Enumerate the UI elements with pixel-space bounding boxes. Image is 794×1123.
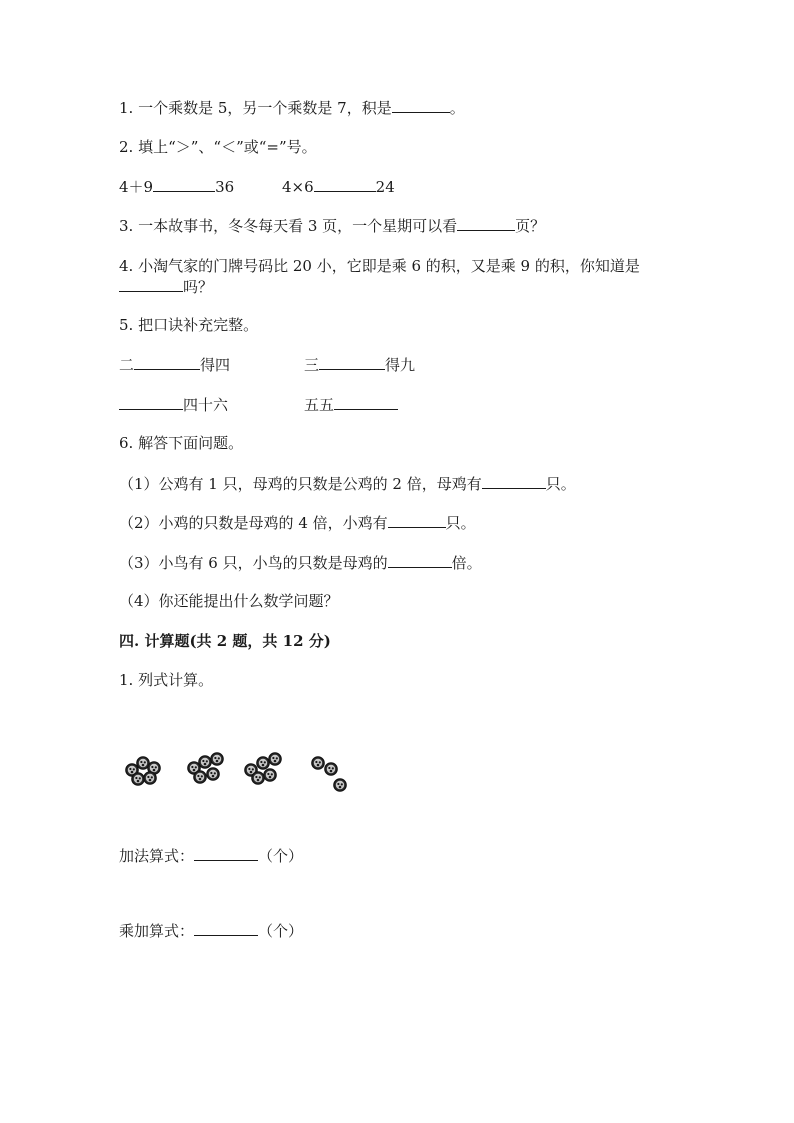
ball-group-3 <box>245 753 281 784</box>
compare-blank-a[interactable] <box>153 176 215 192</box>
rhyme-row-1b: 三 得九 <box>304 356 416 374</box>
addition-blank[interactable] <box>194 845 258 861</box>
addition-expression: 加法算式： （个） <box>119 847 304 865</box>
answer-blank[interactable] <box>119 276 183 292</box>
rhyme-row-2b: 五五 <box>304 394 398 415</box>
question-5-title: 5. 把口诀补充完整。 <box>119 316 259 334</box>
rhyme-blank[interactable] <box>119 394 183 410</box>
compare-blank-b[interactable] <box>314 176 376 192</box>
question-4-line1: 4. 小淘气家的门牌号码比 20 小，它即是乘 6 的积，又是乘 9 的积，你知道是 <box>119 257 640 275</box>
answer-blank[interactable] <box>392 97 450 113</box>
question-6-sub-1: （1）公鸡有 1 只，母鸡的只数是公鸡的 2 倍，母鸡有 只。 <box>119 475 576 493</box>
ball-group-2 <box>188 753 223 783</box>
question-6-sub-2: （2）小鸡的只数是母鸡的 4 倍，小鸡有 只。 <box>119 514 476 532</box>
calc-1-title: 1. 列式计算。 <box>119 671 214 689</box>
question-6-sub-4: （4）你还能提出什么数学问题？ <box>119 592 339 610</box>
question-2-row: 4＋9 36 <box>119 178 235 196</box>
rhyme-blank[interactable] <box>134 354 200 370</box>
question-1: 1. 一个乘数是 5，另一个乘数是 7，积是 。 <box>119 99 465 117</box>
answer-blank[interactable] <box>388 552 452 568</box>
ball-group-1 <box>126 757 160 785</box>
answer-blank[interactable] <box>388 512 446 528</box>
question-4-line2: 吗？ <box>119 276 213 297</box>
question-3: 3. 一本故事书，冬冬每天看 3 页，一个星期可以看 页？ <box>119 217 546 235</box>
rhyme-row-1a: 二 得四 <box>119 356 231 374</box>
ball-group-4 <box>312 757 346 791</box>
multiplication-expression: 乘加算式： （个） <box>119 922 304 940</box>
ball-groups-icon <box>118 748 368 798</box>
question-6-title: 6. 解答下面问题。 <box>119 434 244 452</box>
rhyme-blank[interactable] <box>334 394 398 410</box>
question-2-row-b: 4×6 24 <box>282 178 395 196</box>
answer-blank[interactable] <box>457 215 515 231</box>
section-4-heading: 四. 计算题(共 2 题，共 12 分) <box>119 632 331 650</box>
rhyme-blank[interactable] <box>319 354 385 370</box>
question-6-sub-3: （3）小鸟有 6 只，小鸟的只数是母鸡的 倍。 <box>119 554 482 572</box>
answer-blank[interactable] <box>482 473 546 489</box>
rhyme-row-2a: 四十六 <box>119 394 228 415</box>
multiplication-blank[interactable] <box>194 920 258 936</box>
question-2-title: 2. 填上“＞”、“＜”或“=”号。 <box>119 138 317 156</box>
